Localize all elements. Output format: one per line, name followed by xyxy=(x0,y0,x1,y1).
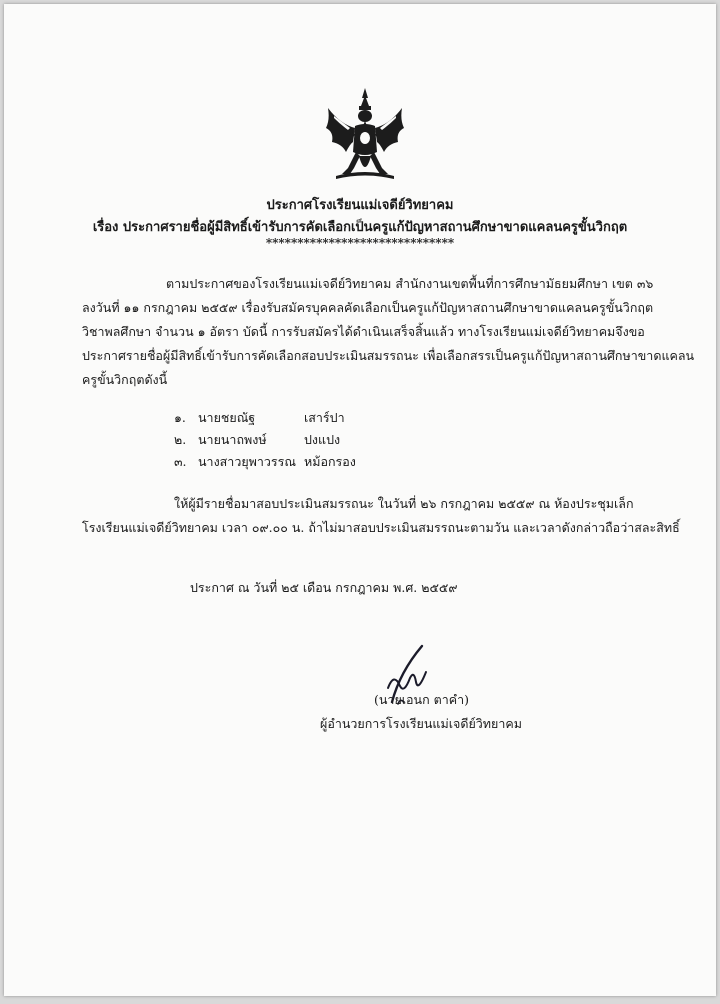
body-line: ให้ผู้มีรายชื่อมาสอบประเมินสมรรถนะ ในวันที่ ๒๖ กรกฎาคม ๒๕๕๙ ณ ห้องประชุมเล็ก xyxy=(174,496,634,511)
candidate-first-name: นายนาถพงษ์ xyxy=(198,432,267,447)
candidate-last-name: ปงแปง xyxy=(304,432,341,447)
candidate-last-name: เสาร์ปา xyxy=(304,410,345,425)
candidate-first-name: นายชยณัฐ xyxy=(198,410,256,425)
announce-date: ประกาศ ณ วันที่ ๒๕ เดือน กรกฎาคม พ.ศ. ๒๕๕๙ xyxy=(190,580,458,595)
body-line: ครูขั้นวิกฤตดังนี้ xyxy=(82,372,168,387)
document-page xyxy=(4,4,716,996)
title-separator: ****************************** xyxy=(265,236,455,250)
body-line: ลงวันที่ ๑๑ กรกฎาคม ๒๕๕๙ เรื่องรับสมัครบุคคลคัดเลือกเป็นครูแก้ปัญหาสถานศึกษาขาดแคลนครูขั้นวิกฤต xyxy=(82,300,654,315)
signer-position: ผู้อำนวยการโรงเรียนแม่เจดีย์วิทยาคม xyxy=(320,716,522,731)
candidate-number: ๑. xyxy=(174,410,186,425)
candidate-number: ๒. xyxy=(174,432,187,447)
candidate-last-name: หม้อกรอง xyxy=(304,454,356,469)
body-line: ประกาศรายชื่อผู้มีสิทธิ์เข้ารับการคัดเลือกสอบประเมินสมรรถนะ เพื่อเลือกสรรเป็นครูแก้ปัญหาสถานศึกษาขาดแคลน xyxy=(82,348,695,363)
signer-name: (นายเอนก ตาคำ) xyxy=(374,692,470,707)
body-line: ตามประกาศของโรงเรียนแม่เจดีย์วิทยาคม สำนักงานเขตพื้นที่การศึกษามัธยมศึกษา เขต ๓๖ xyxy=(166,276,654,291)
document-title: ประกาศโรงเรียนแม่เจดีย์วิทยาคม xyxy=(266,198,454,213)
candidate-first-name: นางสาวยุพาวรรณ xyxy=(198,454,296,469)
garuda-emblem-icon xyxy=(322,88,408,184)
candidate-number: ๓. xyxy=(174,454,187,469)
body-line: วิชาพลศึกษา จำนวน ๑ อัตรา บัดนี้ การรับสมัครได้ดำเนินเสร็จสิ้นแล้ว ทางโรงเรียนแม่เจดีย์วิทยาคมจึงขอ xyxy=(82,324,645,339)
body-line: โรงเรียนแม่เจดีย์วิทยาคม เวลา ๐๙.๐๐ น. ถ้าไม่มาสอบประเมินสมรรถนะตามวัน และเวลาดังกล่าวถือว่าสละสิทธิ์ xyxy=(82,520,680,535)
document-subject: เรื่อง ประกาศรายชื่อผู้มีสิทธิ์เข้ารับการคัดเลือกเป็นครูแก้ปัญหาสถานศึกษาขาดแคลนครูขั้นวิกฤต xyxy=(92,220,628,235)
